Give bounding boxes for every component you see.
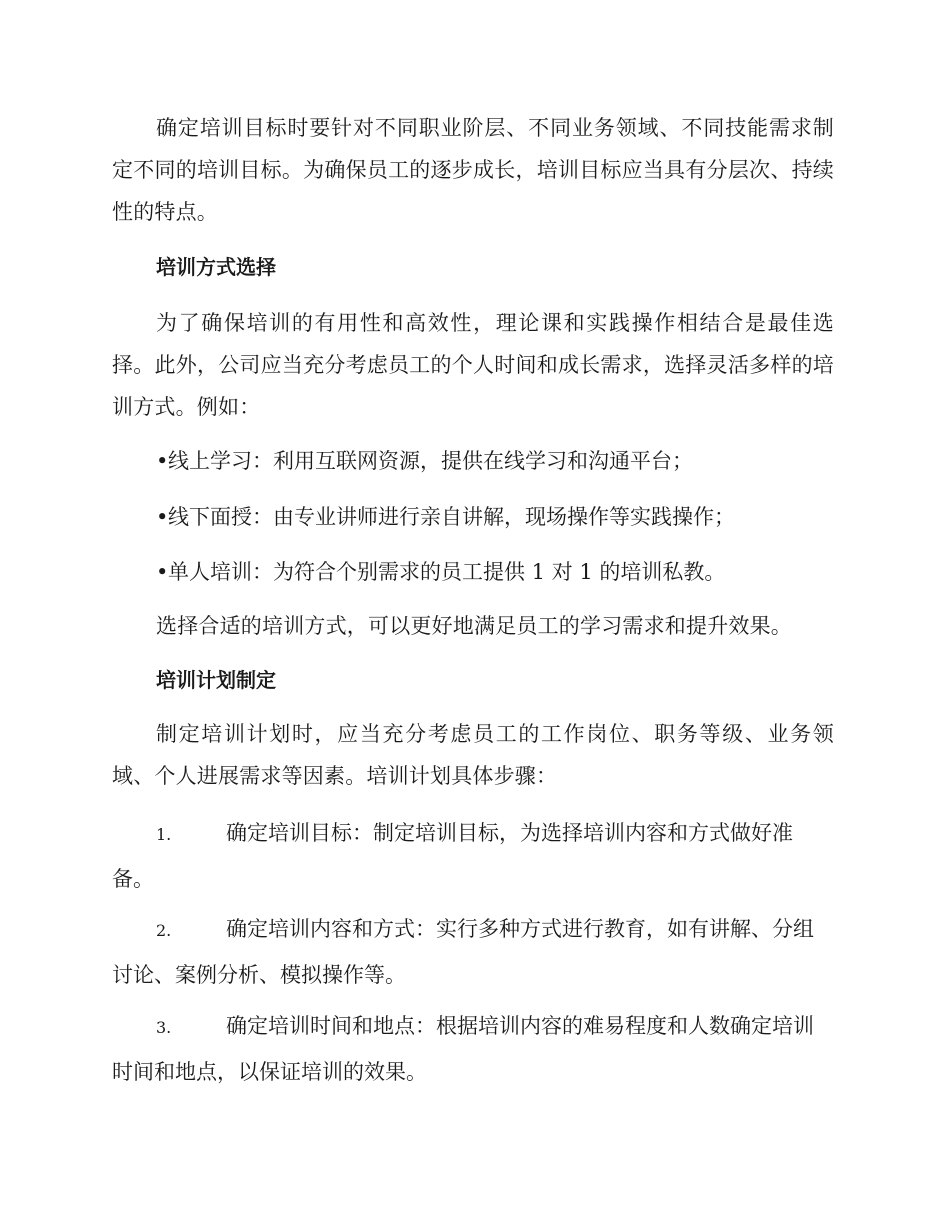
- step-number: 2.: [156, 921, 172, 940]
- step-number: 3.: [156, 1018, 172, 1037]
- paragraph-training-plan: 制定培训计划时，应当充分考虑员工的工作岗位、职务等级、业务领域、个人进展需求等因素。培训计划具体步骤：: [112, 722, 834, 788]
- bullet-item-offline: [156, 502, 735, 532]
- bullet-dot-icon: •: [156, 449, 169, 473]
- step-text: 确定培训内容和方式：实行多种方式进行教育，如有讲解、分组讨论、案例分析、模拟操作等。: [112, 917, 814, 987]
- step-item-2: [112, 907, 834, 997]
- heading-training-plan: 培训计划制定: [156, 668, 276, 692]
- step-text: 确定培训时间和地点：根据培训内容的难易程度和人数确定培训时间和地点，以保证培训的效果。: [112, 1014, 814, 1084]
- step-item-1: [112, 811, 834, 901]
- paragraph-methods-summary: 选择合适的培训方式，可以更好地满足员工的学习需求和提升效果。: [156, 614, 792, 638]
- bullet-dot-icon: •: [156, 560, 169, 584]
- bullet-dot-icon: •: [156, 505, 169, 529]
- step-number: 1.: [156, 825, 172, 844]
- step-item-3: [112, 1004, 834, 1094]
- heading-training-methods: 培训方式选择: [156, 255, 276, 279]
- bullet-text: 单人培训：为符合个别需求的员工提供 1 对 1 的培训私教。: [168, 560, 726, 584]
- bullet-item-individual: [156, 557, 725, 587]
- bullet-item-online: [156, 446, 693, 476]
- bullet-text: 线下面授：由专业讲师进行亲自讲解，现场操作等实践操作；: [168, 505, 735, 529]
- paragraph-training-goals: 确定培训目标时要针对不同职业阶层、不同业务领域、不同技能需求制定不同的培训目标。为确保员工的逐步成长，培训目标应当具有分层次、持续性的特点。: [112, 116, 834, 224]
- step-text: 确定培训目标：制定培训目标，为选择培训内容和方式做好准备。: [112, 821, 793, 891]
- bullet-text: 线上学习：利用互联网资源，提供在线学习和沟通平台；: [168, 449, 693, 473]
- paragraph-training-methods: 为了确保培训的有用性和高效性，理论课和实践操作相结合是最佳选择。此外，公司应当充分考虑员工的个人时间和成长需求，选择灵活多样的培训方式。例如：: [112, 311, 834, 419]
